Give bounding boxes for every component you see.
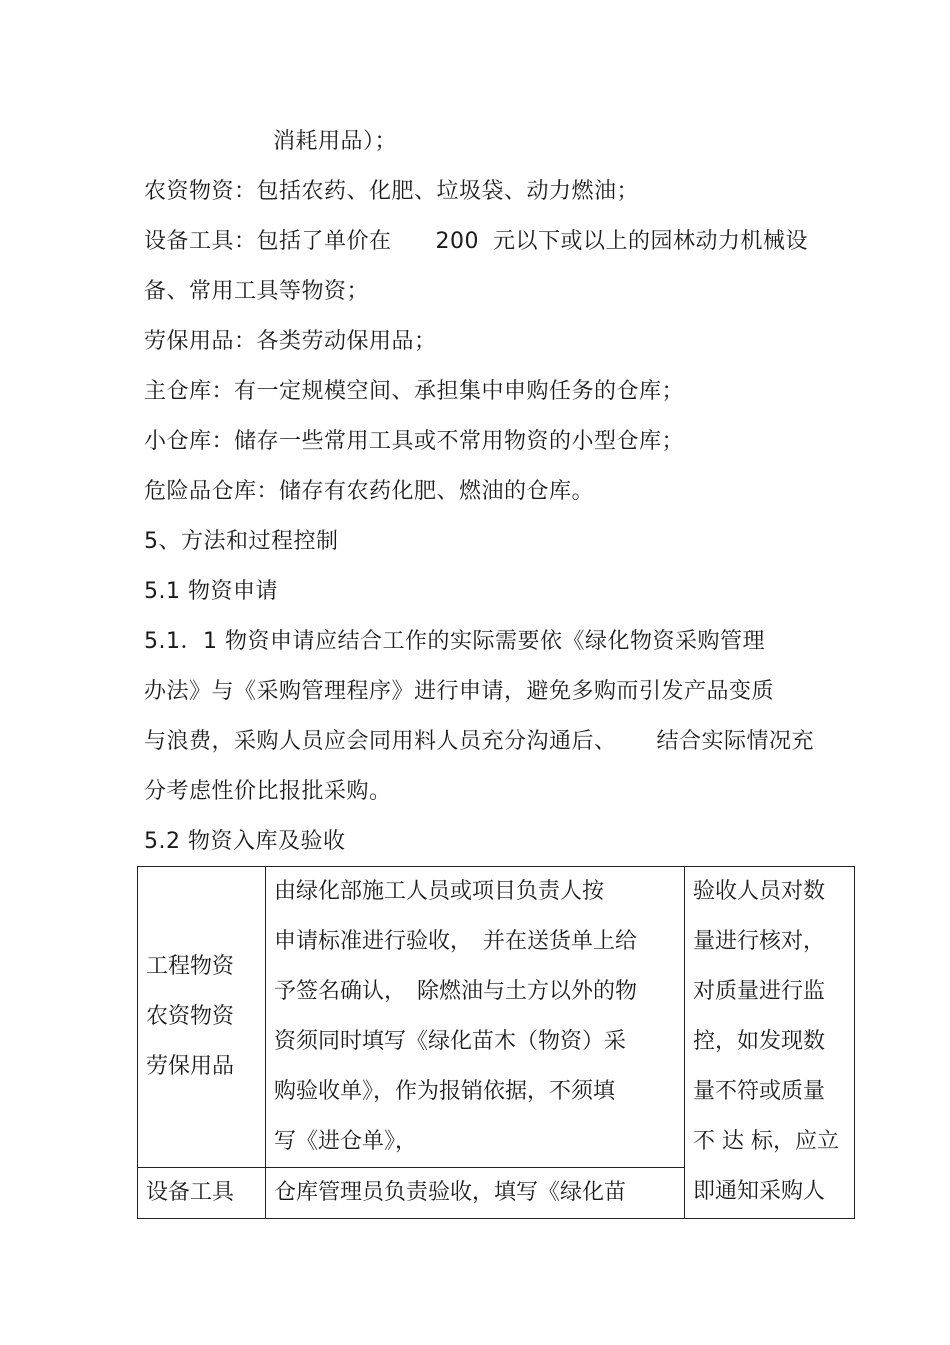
text-line: 农资物资：包括农药、化肥、垃圾袋、动力燃油；: [144, 179, 640, 204]
text-segment: 与浪费，采购人员应会同用料人员充分沟通后、: [144, 729, 617, 754]
text-line: 危险品仓库：储存有农药化肥、燃油的仓库。: [144, 479, 595, 504]
acceptance-table: [137, 866, 855, 1219]
text-line: 小仓库：储存一些常用工具或不常用物资的小型仓库；: [144, 429, 685, 454]
acceptance-line: 不 达 标，应立: [693, 1129, 839, 1154]
procedure-line: 申请标准进行验收， 并在送货单上给: [274, 929, 638, 954]
subsection-heading: 5.1 物资申请: [144, 579, 278, 604]
text-line: 办法》与《采购管理程序》进行申请，避免多购而引发产品变质: [144, 679, 775, 704]
acceptance-line: 控，如发现数: [693, 1029, 826, 1054]
text-line: 主仓库：有一定规模空间、承担集中申购任务的仓库；: [144, 379, 685, 404]
procedure-line: 由绿化部施工人员或项目负责人按: [274, 879, 605, 904]
text-segment: 设备工具：包括了单价在: [144, 229, 392, 254]
text-line: 劳保用品：各类劳动保用品；: [144, 329, 437, 354]
text-line: 消耗用品）；: [273, 129, 398, 154]
acceptance-line: 量不符或质量: [693, 1079, 826, 1104]
table-cell-procedure: [266, 867, 685, 1168]
acceptance-line: 验收人员对数: [693, 879, 826, 904]
category-label: 设备工具: [146, 1180, 235, 1205]
table-cell-category: [138, 867, 266, 1168]
text-line: 分考虑性价比报批采购。: [144, 779, 392, 804]
category-label: 劳保用品: [146, 1054, 235, 1079]
text-line: 5.1．1 物资申请应结合工作的实际需要依《绿化物资采购管理: [144, 629, 765, 654]
subsection-heading: 5.2 物资入库及验收: [144, 829, 346, 854]
acceptance-line: 对质量进行监: [693, 979, 826, 1004]
procedure-line: 仓库管理员负责验收，填写《绿化苗: [274, 1180, 627, 1205]
procedure-line: 购验收单》，作为报销依据，不须填: [274, 1079, 616, 1104]
procedure-line: 予签名确认， 除燃油与土方以外的物: [274, 979, 638, 1004]
table-cell-procedure: [266, 1168, 685, 1219]
acceptance-line: 即通知采购人: [693, 1179, 826, 1204]
acceptance-line: 量进行核对，: [693, 929, 826, 954]
table-row: [138, 867, 855, 1168]
table-cell-category: [138, 1168, 266, 1219]
text-line: [144, 727, 814, 757]
category-label: 农资物资: [146, 1004, 235, 1029]
text-segment: 结合实际情况充: [656, 729, 815, 754]
text-line: [144, 227, 808, 257]
table-cell-acceptance: [685, 867, 855, 1219]
text-segment: 元以下或以上的园林动力机械设: [493, 229, 809, 254]
text-segment: 200: [435, 229, 480, 254]
procedure-line: 资须同时填写《绿化苗木（物资）采: [274, 1029, 627, 1054]
category-label: 工程物资: [146, 954, 235, 979]
text-line: 备、常用工具等物资；: [144, 279, 370, 304]
procedure-line: 写《进仓单》，: [274, 1129, 418, 1154]
section-heading: 5、方法和过程控制: [144, 529, 339, 554]
